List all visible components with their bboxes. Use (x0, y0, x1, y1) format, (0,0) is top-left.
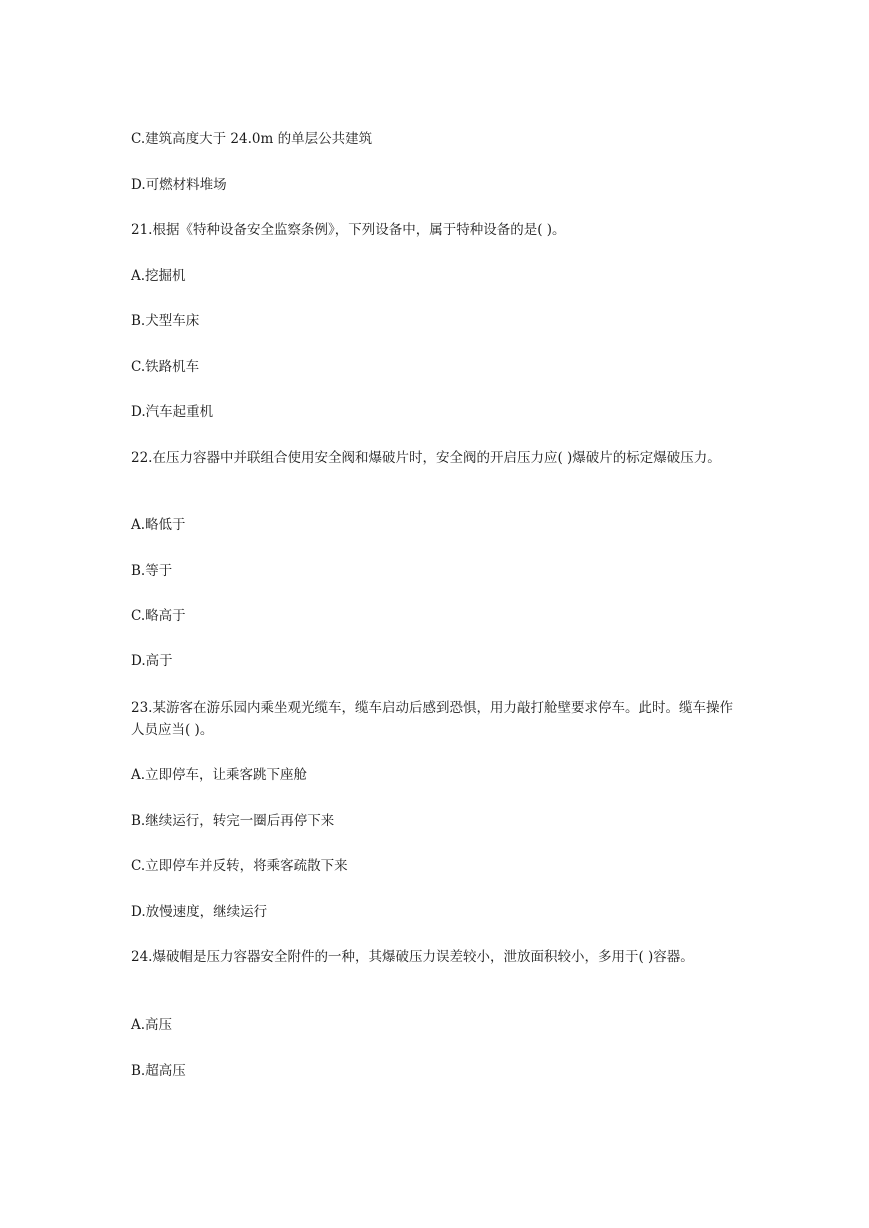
question-23-option-d: D.放慢速度，继续运行 (131, 904, 268, 920)
question-24-text: 24.爆破帽是压力容器安全附件的一种，其爆破压力误差较小，泄放面积较小，多用于( )容器。 (131, 949, 694, 965)
question-22-text: 22.在压力容器中并联组合使用安全阀和爆破片时，安全阀的开启压力应( )爆破片的标定爆破压力。 (131, 450, 721, 466)
question-24-option-a: A.高压 (131, 1017, 173, 1033)
question-23-text: 23.某游客在游乐园内乘坐观光缆车，缆车启动后感到恐惧，用力敲打舱壁要求停车。此时。缆车操作人员应当( )。 (131, 700, 733, 738)
question-21-option-d: D.汽车起重机 (131, 404, 214, 420)
prev-option-d: D.可燃材料堆场 (131, 177, 227, 193)
question-23-option-b: B.继续运行，转完一圈后再停下来 (131, 813, 335, 829)
question-21-option-b: B.犬型车床 (131, 313, 200, 329)
prev-option-c: C.建筑高度大于 24.0m 的单层公共建筑 (131, 131, 373, 147)
question-23-option-c: C.立即停车并反转，将乘客疏散下来 (131, 858, 348, 874)
question-24-option-b: B.超高压 (131, 1063, 186, 1079)
question-22-option-c: C.略高于 (131, 608, 186, 624)
question-21-option-c: C.铁路机车 (131, 359, 200, 375)
question-22-option-b: B.等于 (131, 563, 173, 579)
question-21-option-a: A.挖掘机 (131, 268, 186, 284)
question-22-option-d: D.高于 (131, 653, 173, 669)
question-23-option-a: A.立即停车，让乘客跳下座舱 (131, 767, 308, 783)
question-22-option-a: A.略低于 (131, 517, 186, 533)
question-21-text: 21.根据《特种设备安全监察条例》，下列设备中，属于特种设备的是( )。 (131, 222, 566, 238)
